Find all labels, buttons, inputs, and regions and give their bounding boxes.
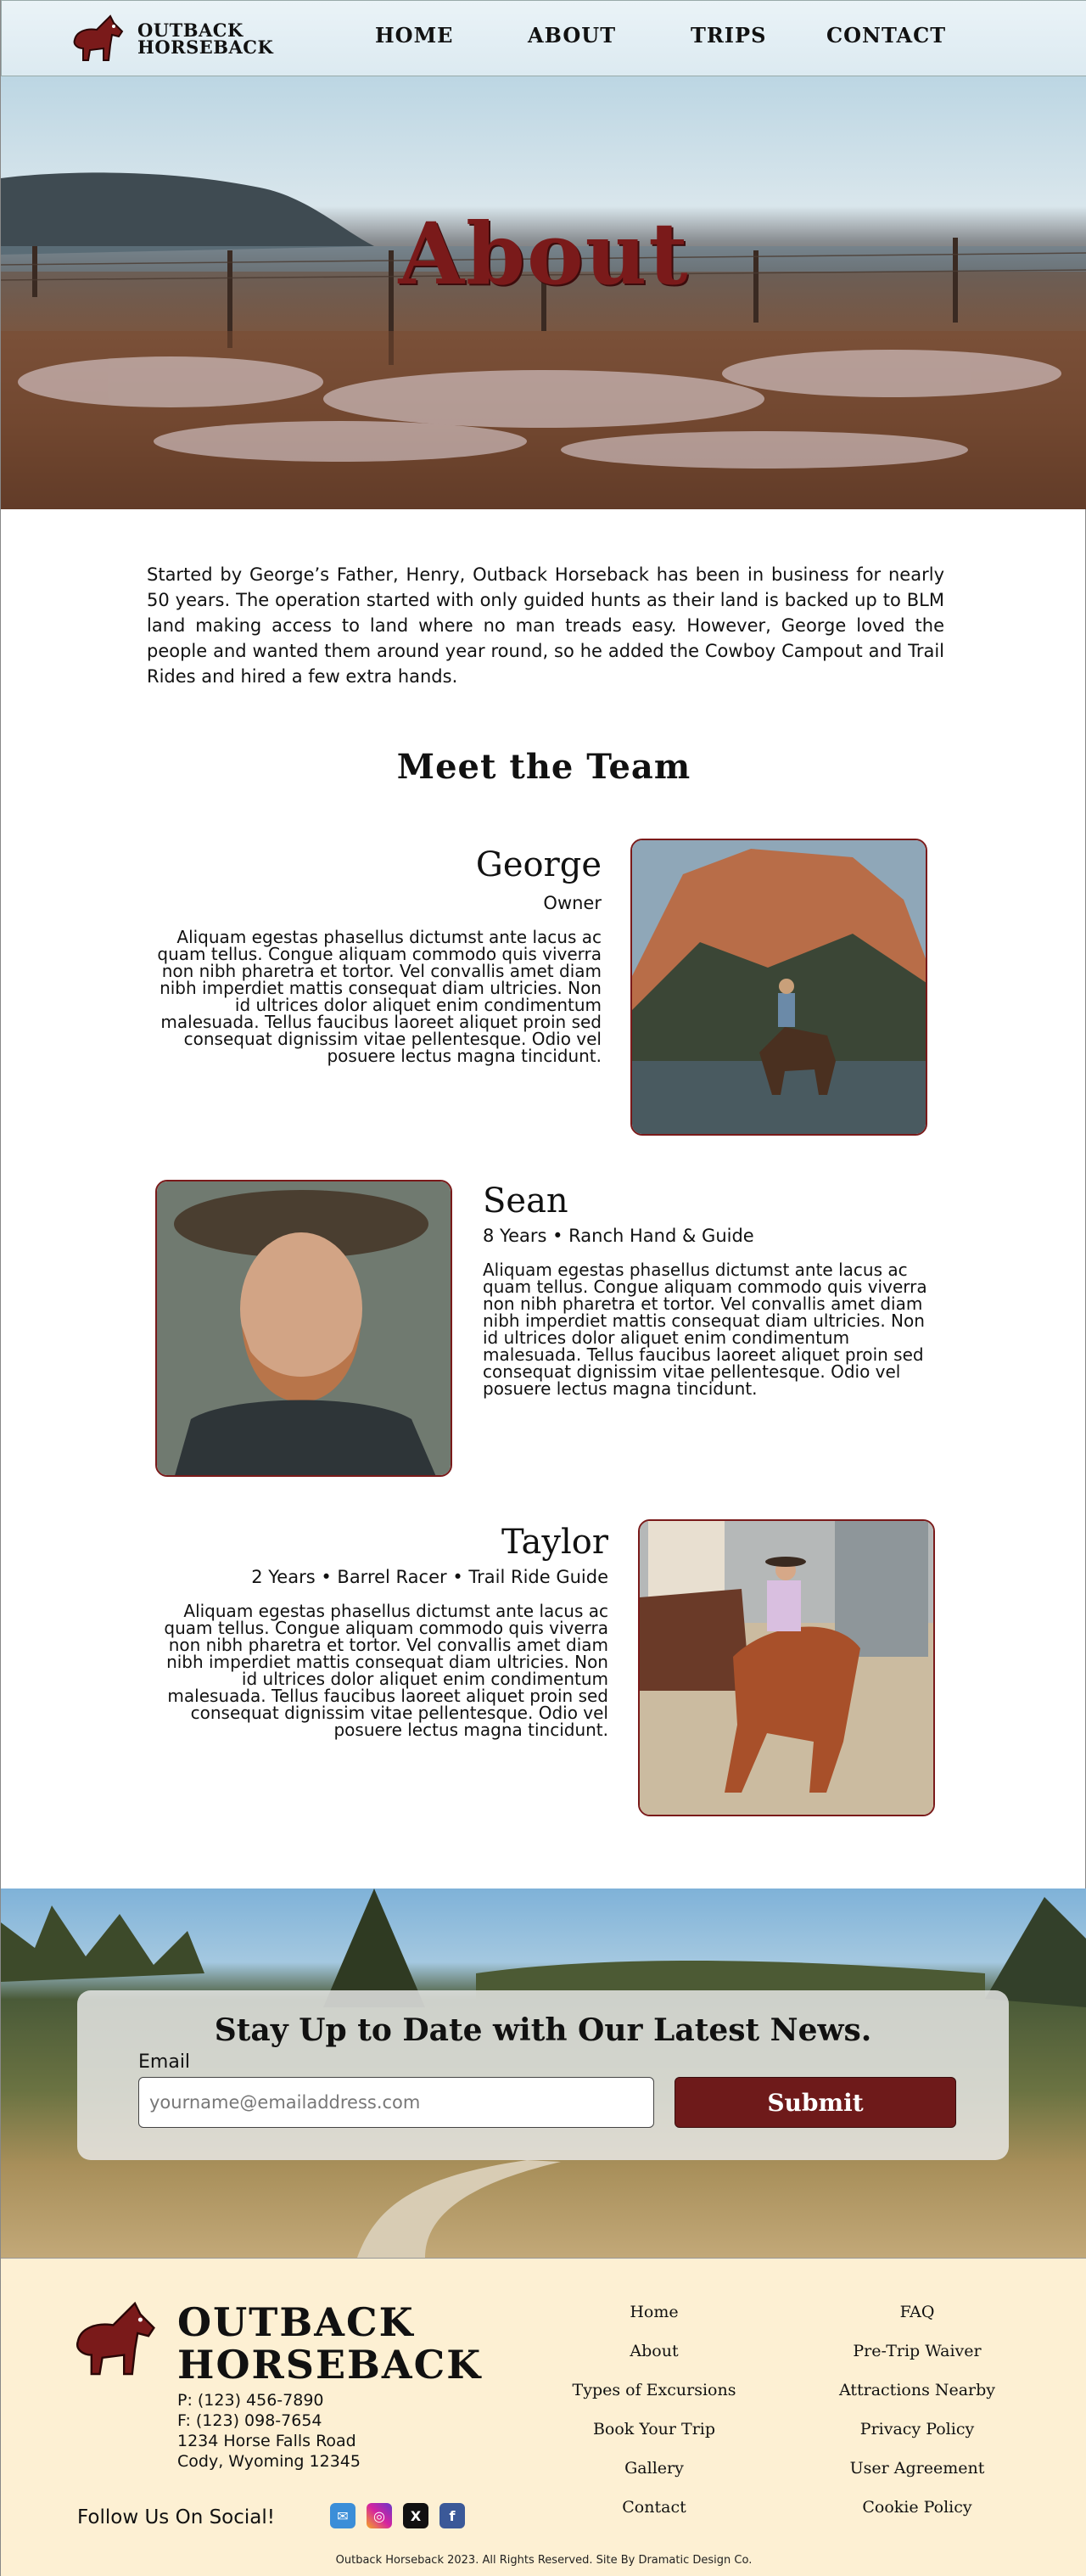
email-input[interactable]	[138, 2077, 654, 2128]
footer-brand	[177, 2301, 482, 2386]
footer-brand-line1: OUTBACK	[177, 2299, 415, 2345]
newsletter-card	[77, 1990, 1009, 2160]
member-role-taylor: 2 Years • Barrel Racer • Trail Ride Guide	[251, 1567, 608, 1587]
footer-link-privacy[interactable]: Privacy Policy	[859, 2420, 975, 2439]
copyright-text: Outback Horseback 2023. All Rights Reserved. Site By Dramatic Design Co.	[335, 2554, 753, 2567]
site-footer	[1, 2258, 1086, 2576]
member-photo-sean	[155, 1180, 452, 1477]
nav-about[interactable]: ABOUT	[528, 23, 617, 48]
newsletter-title: Stay Up to Date with Our Latest News.	[214, 2012, 872, 2048]
member-name-taylor: Taylor	[501, 1523, 608, 1562]
page-title: About	[398, 204, 690, 304]
member-bio-george: Aliquam egestas phasellus dictumst ante lacus ac quam tellus. Congue aliquam commodo quis viverra non nibh pharetra et tortor. Vel convallis amet diam nibh imperdiet mattis consequat diam ultricies. Non id ultrices dolor aliquet enim condimentum malesuada. Tellus faucibus laoreet aliquet proin sed consequat dignissim vitae pellentesque. Odio vel posuere lectus magna tincidunt.	[157, 927, 602, 1066]
social-label: Follow Us On Social!	[77, 2506, 275, 2528]
taylor-photo-image	[640, 1521, 935, 1816]
footer-links-left	[544, 2303, 764, 2537]
nav-contact[interactable]: CONTACT	[826, 23, 947, 48]
facebook-icon[interactable]: f	[439, 2503, 465, 2528]
newsletter-section	[1, 1889, 1086, 2258]
social-icons	[330, 2503, 465, 2528]
email-label: Email	[138, 2051, 191, 2073]
member-name-sean: Sean	[483, 1181, 568, 1221]
hero-banner	[1, 76, 1086, 509]
footer-link-contact[interactable]: Contact	[622, 2498, 686, 2517]
footer-link-user-agreement[interactable]: User Agreement	[849, 2459, 985, 2478]
footer-address-line2: Cody, Wyoming 12345	[177, 2452, 361, 2471]
footer-link-gallery[interactable]: Gallery	[624, 2459, 684, 2478]
email-icon[interactable]: ✉	[330, 2503, 355, 2528]
brand-logo[interactable]	[68, 14, 273, 64]
nav-trips[interactable]: TRIPS	[691, 23, 767, 48]
footer-link-attractions[interactable]: Attractions Nearby	[838, 2381, 996, 2399]
x-twitter-icon[interactable]: X	[403, 2503, 428, 2528]
member-bio-taylor: Aliquam egestas phasellus dictumst ante lacus ac quam tellus. Congue aliquam commodo quis viverra non nibh pharetra et tortor. Vel convallis amet diam nibh imperdiet mattis consequat diam ultricies. Non id ultrices dolor aliquet enim condimentum malesuada. Tellus faucibus laoreet aliquet proin sed consequat dignissim vitae pellentesque. Odio vel posuere lectus magna tincidunt.	[164, 1601, 608, 1740]
instagram-icon[interactable]: ◎	[367, 2503, 392, 2528]
george-photo-image	[632, 840, 927, 1136]
footer-phone: P: (123) 456-7890	[177, 2391, 324, 2410]
footer-link-home[interactable]: Home	[630, 2303, 679, 2321]
brand-line2: HORSEBACK	[137, 36, 274, 58]
footer-link-faq[interactable]: FAQ	[899, 2303, 935, 2321]
footer-link-waiver[interactable]: Pre-Trip Waiver	[853, 2342, 982, 2360]
footer-brand-line2: HORSEBACK	[177, 2342, 483, 2388]
footer-link-about[interactable]: About	[630, 2342, 679, 2360]
footer-address-line1: 1234 Horse Falls Road	[177, 2432, 356, 2450]
member-name-george: George	[475, 845, 602, 884]
horse-logo-icon	[68, 14, 127, 64]
footer-link-cookie[interactable]: Cookie Policy	[862, 2498, 972, 2517]
intro-paragraph: Started by George’s Father, Henry, Outback Horseback has been in business for nearly 50 years. The operation started with only guided hunts as their land is backed up to BLM land making access to land where no man treads easy. However, George loved the people and wanted them around year round, so he added the Cowboy Campout and Trail Rides and hired a few extra hands.	[147, 564, 944, 687]
team-heading: Meet the Team	[396, 747, 691, 787]
nav-home[interactable]: HOME	[375, 23, 454, 48]
member-bio-sean: Aliquam egestas phasellus dictumst ante lacus ac quam tellus. Congue aliquam commodo quis viverra non nibh pharetra et tortor. Vel convallis amet diam nibh imperdiet mattis consequat diam ultricies. Non id ultrices dolor aliquet enim condimentum malesuada. Tellus faucibus laoreet aliquet proin sed consequat dignissim vitae pellentesque. Odio vel posuere lectus magna tincidunt.	[483, 1260, 927, 1399]
footer-link-excursions[interactable]: Types of Excursions	[572, 2381, 736, 2399]
member-photo-george	[630, 839, 927, 1136]
member-role-george: Owner	[543, 893, 602, 913]
member-role-sean: 8 Years • Ranch Hand & Guide	[483, 1226, 754, 1246]
footer-fax: F: (123) 098-7654	[177, 2411, 322, 2430]
footer-links-right	[807, 2303, 1027, 2537]
submit-button[interactable]: Submit	[675, 2077, 956, 2128]
sean-photo-image	[157, 1181, 452, 1477]
brand-line1: OUTBACK	[137, 20, 244, 41]
horse-logo-icon[interactable]	[67, 2299, 162, 2381]
site-header	[1, 0, 1086, 76]
member-photo-taylor	[638, 1519, 935, 1816]
footer-link-book-trip[interactable]: Book Your Trip	[592, 2420, 716, 2439]
